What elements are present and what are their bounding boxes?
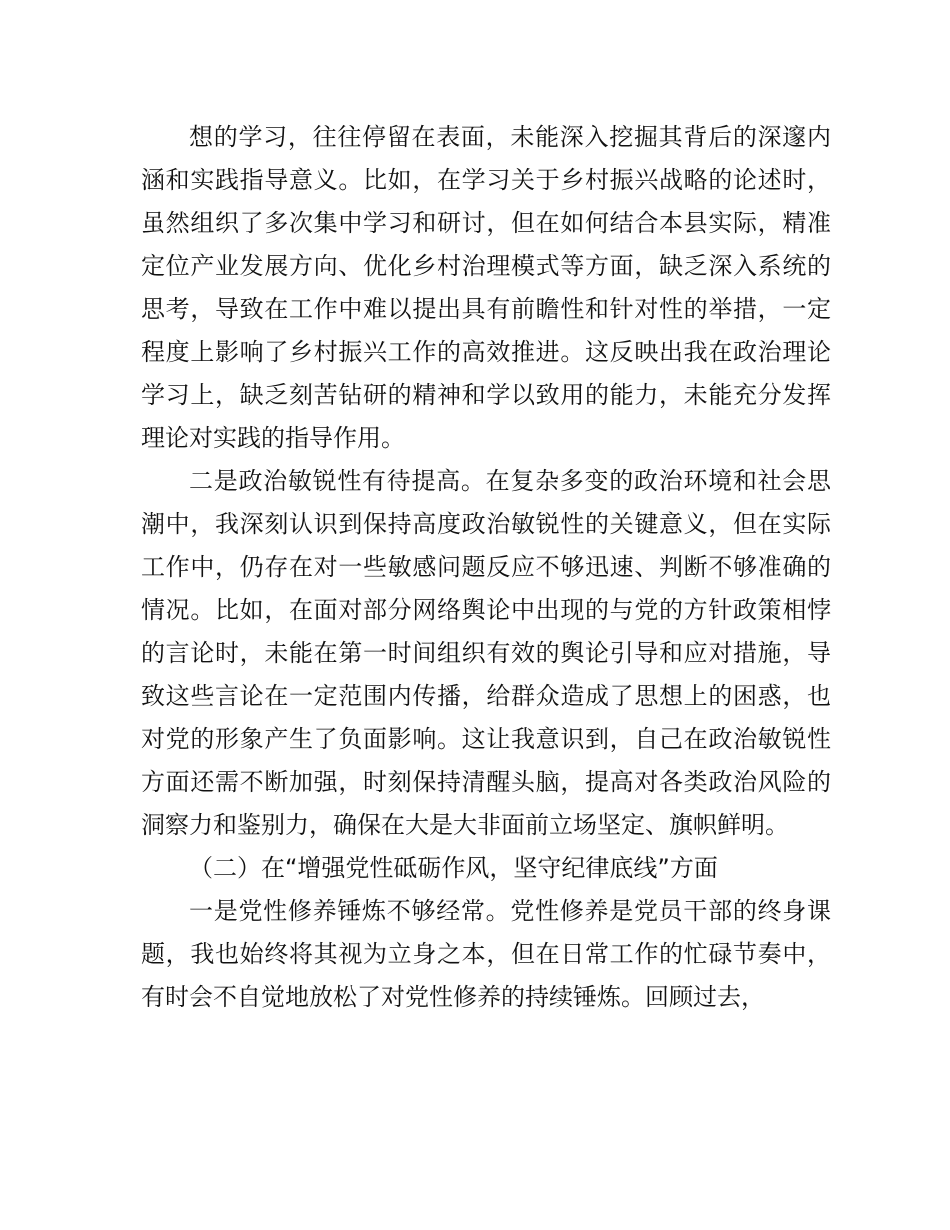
paragraph-political-sensitivity: 二是政治敏锐性有待提高。在复杂多变的政治环境和社会思潮中，我深刻认识到保持高度政治敏锐性的关键意义，但在实际工作中，仍存在对一些敏感问题反应不够迅速、判断不够准确的情况。比如，在面对部分网络舆论中出现的与党的方针政策相悖的言论时，未能在第一时间组织有效的舆论引导和应对措施，导致这些言论在一定范围内传播，给群众造成了思想上的困惑，也对党的形象产生了负面影响。这让我意识到，自己在政治敏锐性方面还需不断加强，时刻保持清醒头脑，提高对各类政治风险的洞察力和鉴别力，确保在大是大非面前立场坚定、旗帜鲜明。 — [141, 467, 831, 839]
paragraph-theory-study: 想的学习，往往停留在表面，未能深入挖掘其背后的深邃内涵和实践指导意义。比如，在学习关于乡村振兴战略的论述时，虽然组织了多次集中学习和研讨，但在如何结合本县实际，精准定位产业发展方向、优化乡村治理模式等方面，缺乏深入系统的思考，导致在工作中难以提出具有前瞻性和针对性的举措，一定程度上影响了乡村振兴工作的高效推进。这反映出我在政治理论学习上，缺乏刻苦钻研的精神和学以致用的能力，未能充分发挥理论对实践的指导作用。 — [141, 123, 831, 452]
section-heading: （二）在“增强党性砥砺作风，坚守纪律底线”方面 — [189, 854, 718, 882]
paragraph-party-spirit: 一是党性修养锤炼不够经常。党性修养是党员干部的终身课题，我也始终将其视为立身之本，但在日常工作的忙碌节奏中，有时会不自觉地放松了对党性修养的持续锤炼。回顾过去， — [141, 897, 831, 1011]
document-body — [141, 116, 831, 1019]
